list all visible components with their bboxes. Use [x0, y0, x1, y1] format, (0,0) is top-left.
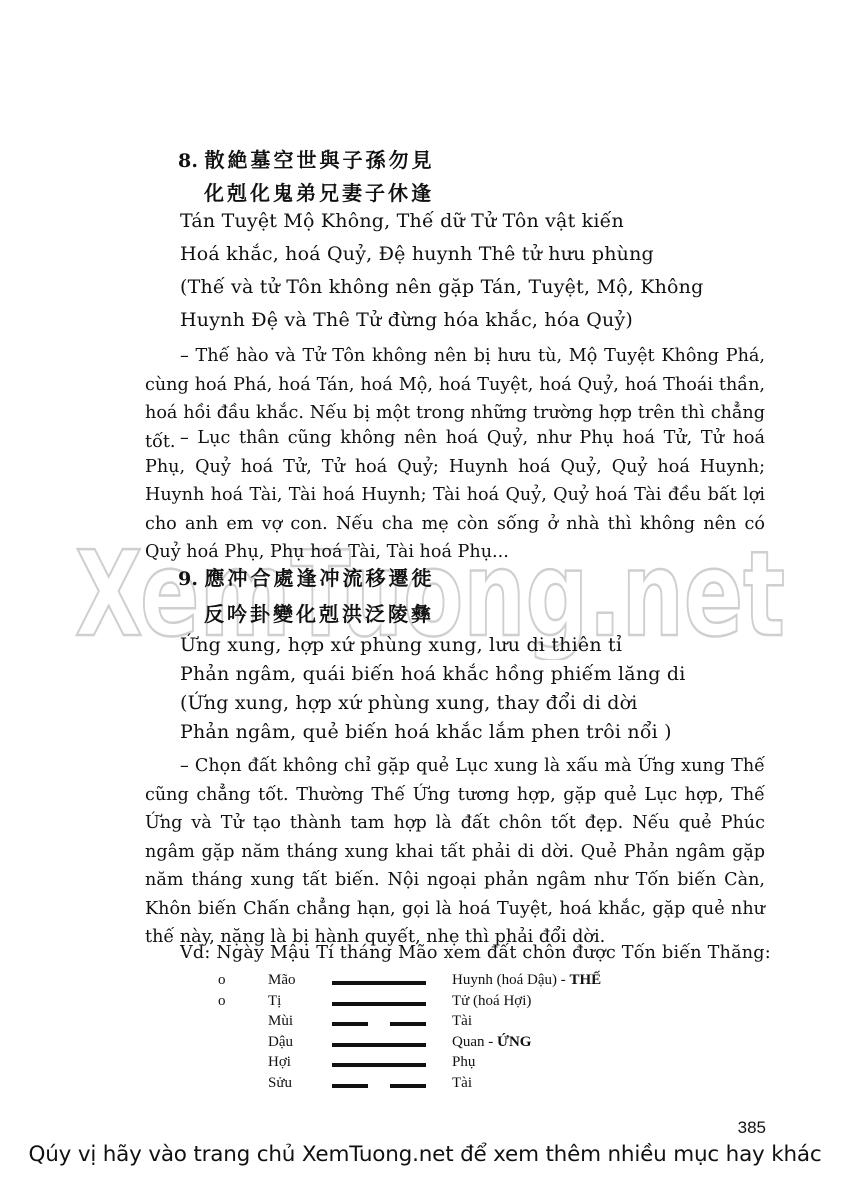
yin-segment [390, 1084, 426, 1088]
section9-trans-line1: (Ứng xung, hợp xứ phùng xung, thay đổi di dời [180, 692, 638, 714]
yang-line [332, 1063, 426, 1067]
section9-paragraph-1: – Chọn đất không chỉ gặp quẻ Lục xung là xấu mà Ứng xung Thế cũng chẳng tốt. Thường Thế Ứng tương hợp, gặp quẻ Lục hợp, Thế Ứng và Tử tạo thành tam hợp là đất chôn tốt đẹp. Nếu quẻ Phúc ngâm gặp năm tháng xung khai tất phải di dời. Quẻ Phản ngâm gặp năm tháng xung tất biến. Nội ngoại phản ngâm như Tốn biến Càn, Khôn biến Chấn chẳng hạn, gọi là hoá Tuyệt, hoá khắc, gặp quẻ như thế này, nặng là bị hành quyết, nhẹ thì phải đổi dời. [145, 756, 765, 947]
position-tag: ỨNG [497, 1033, 532, 1050]
earthly-branch: Hợi [268, 1054, 291, 1070]
relation-text: Phụ [452, 1054, 476, 1070]
relation-text: Huynh (hoá Dậu) - [452, 972, 570, 988]
hexagram-row [200, 1013, 660, 1033]
section8-han-line2: 化剋化鬼弟兄妻子休逢 [204, 181, 434, 205]
relation-label [452, 1054, 475, 1071]
relation-text: Tài [452, 1074, 472, 1091]
section8-trans-line2: Huynh Đệ và Thê Tử đừng hóa khắc, hóa Quỷ) [180, 309, 633, 331]
relation-label [452, 1075, 472, 1092]
yang-line [332, 981, 426, 985]
position-tag: THẾ [569, 972, 602, 988]
section9-viet-line2: Phản ngâm, quái biến hoá khắc hồng phiếm lăng di [180, 663, 686, 685]
earthly-branch: Dậu [268, 1033, 293, 1050]
yin-segment [332, 1084, 368, 1088]
section8-han-line1: 散絶墓空世與子孫勿見 [204, 148, 435, 172]
section9-han-line2: 反吟卦變化剋洪泛陵彝 [204, 602, 434, 626]
section9-han-line1: 應冲合處逢冲流移遷徙 [204, 566, 435, 590]
footer-note: Qúy vị hãy vào trang chủ XemTuong.net để xem thêm nhiều mục hay khác [28, 1142, 822, 1167]
page-number: 385 [737, 1118, 766, 1137]
hexagram-row [200, 993, 660, 1013]
section8-paragraph-2: – Lục thân cũng không nên hoá Quỷ, như Phụ hoá Tử, Tử hoá Phụ, Quỷ hoá Tử, Tử hoá Quỷ; Huynh hoá Quỷ, Quỷ hoá Huynh; Huynh hoá Tài, Tài hoá Huynh; Tài hoá Quỷ, Quỷ hoá Tài đều bất lợi cho anh em vợ con. Nếu cha mẹ còn sống ở nhà thì không nên có Quỷ hoá Phụ, Phụ hoá Tài, Tài hoá Phụ... [145, 428, 765, 562]
hexagram-row [200, 972, 660, 992]
section9-number: 9. [178, 568, 199, 590]
section8-trans-line1: (Thế và tử Tôn không nên gặp Tán, Tuyệt, Mộ, Không [180, 276, 704, 298]
section8-number: 8. [178, 150, 199, 172]
section9-trans-line2: Phản ngâm, quẻ biến hoá khắc lắm phen trôi nổi ) [180, 721, 672, 743]
earthly-branch: Tị [268, 992, 282, 1009]
section9-heading [178, 562, 435, 591]
earthly-branch: Mùi [268, 1013, 294, 1029]
section8-paragraph-1: – Thế hào và Tử Tôn không nên bị hưu tù, Mộ Tuyệt Không Phá, cùng hoá Phá, hoá Tán, hoá Mộ, hoá Tuyệt, hoá Quỷ, hoá Thoái thần, hoá hồi đầu khắc. Nếu bị một trong những trường hợp trên thì chẳng tốt. [145, 346, 765, 452]
relation-label [452, 1013, 472, 1030]
relation-text: Tử (hoá Hợi) [452, 992, 532, 1009]
section8-viet-line1: Tán Tuyệt Mộ Không, Thế dữ Tử Tôn vật kiến [180, 210, 624, 232]
hexagram-row [200, 1054, 660, 1074]
hexagram-row [200, 1034, 660, 1054]
yang-line [332, 1002, 426, 1006]
relation-label [452, 972, 601, 989]
moving-line-mark: o [218, 972, 226, 988]
yin-segment [390, 1022, 426, 1026]
yin-segment [332, 1022, 368, 1026]
example-line: Vd: Ngày Mậu Tí tháng Mão xem đất chôn được Tốn biến Thăng: [180, 943, 771, 963]
earthly-branch: Sửu [268, 1074, 292, 1091]
relation-text: Tài [452, 1013, 472, 1029]
hexagram-row [200, 1075, 660, 1095]
section8-viet-line2: Hoá khắc, hoá Quỷ, Đệ huynh Thê tử hưu phùng [180, 243, 654, 265]
relation-text: Quan - [452, 1033, 497, 1050]
watermark-text: XemTuong.net [75, 525, 785, 660]
relation-label [452, 1034, 531, 1051]
earthly-branch: Mão [268, 972, 296, 988]
moving-line-mark: o [218, 992, 226, 1009]
yang-line [332, 1043, 426, 1047]
relation-label [452, 993, 531, 1010]
section8-heading [178, 144, 435, 173]
section9-viet-line1: Ứng xung, hợp xứ phùng xung, lưu di thiên tỉ [180, 634, 623, 656]
